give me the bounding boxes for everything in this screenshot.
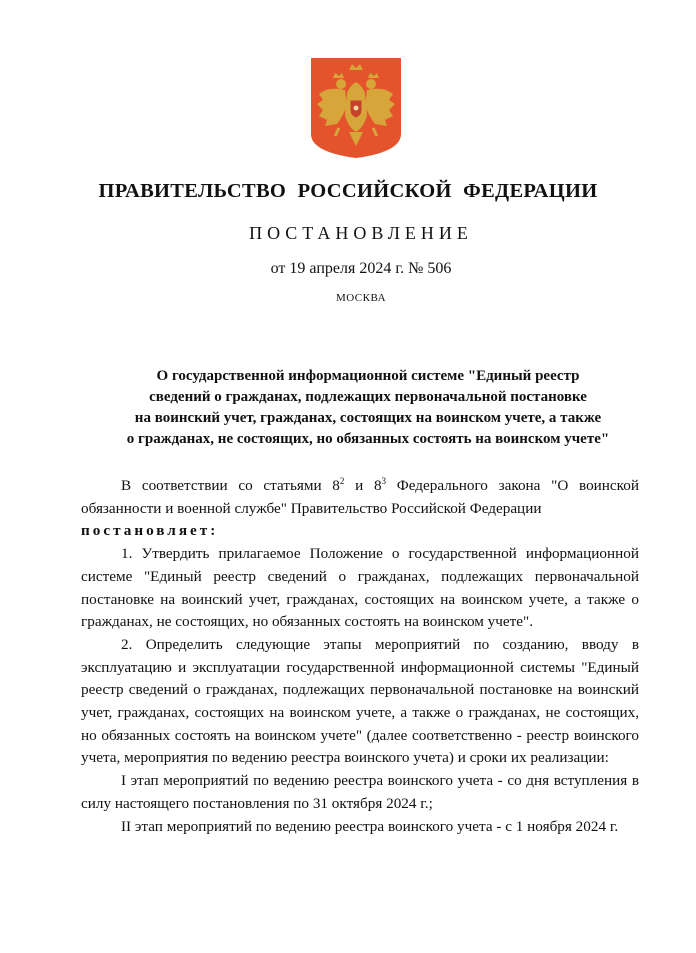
document-date-number: от 19 апреля 2024 г. № 506 [270,260,452,277]
preamble-paragraph: В соответствии со статьями $8^2$ и $8^3$ Федерального закона "О воинской обязанности и военной службе" Правительство Российской Федерации [81,476,639,517]
item-2-paragraph: 2. Определить следующие этапы мероприятий по созданию, вводу в эксплуатацию и эксплуатации государственной информационной системы "Единый реестр сведений о гражданах, подлежащих первоначальной постановке на воинский учет, гражданах, состоящих на воинском учете, а также о гражданах, не состоящих, но обязанных состоять на воинском учете" (далее соответственно - реестр воинского учета, мероприятия по ведению реестра воинского учета) и сроки их реализации: [81,635,639,767]
document-body [81,475,639,838]
russian-coat-of-arms-icon [309,56,403,160]
stage-1-paragraph: I этап мероприятий по ведению реестра воинского учета - со дня вступления в силу настоящего постановления по 31 октября 2024 г.; [81,772,639,812]
stage-2-paragraph: II этап мероприятий по ведению реестра воинского учета - с 1 ноября 2024 г. [121,817,619,835]
document-type: ПОСТАНОВЛЕНИЕ [249,223,473,243]
superscript: 3 [381,476,387,486]
government-title: ПРАВИТЕЛЬСТВО РОССИЙСКОЙ ФЕДЕРАЦИИ [98,180,598,202]
superscript: 2 [339,476,345,486]
subject-line: о гражданах, не состоящих, но обязанных состоять на воинском учете" [126,431,610,447]
subject-line: О государственной информационной системе "Единый реестр [156,368,580,384]
document-city: МОСКВА [335,292,387,304]
resolves-word: постановляет: [81,522,219,540]
document-subject [40,366,696,450]
subject-line: на воинский учет, гражданах, состоящих на воинском учете, а также [134,410,602,426]
subject-line: сведений о гражданах, подлежащих первоначальной постановке [149,389,587,405]
item-1-paragraph: 1. Утвердить прилагаемое Положение о государственной информационной системе "Единый реестр сведений о гражданах, подлежащих первоначальной постановке на воинский учет, гражданах, состоящих на воинском учете, а также о гражданах, не состоящих, но обязанных состоять на воинском учете". [81,545,639,631]
